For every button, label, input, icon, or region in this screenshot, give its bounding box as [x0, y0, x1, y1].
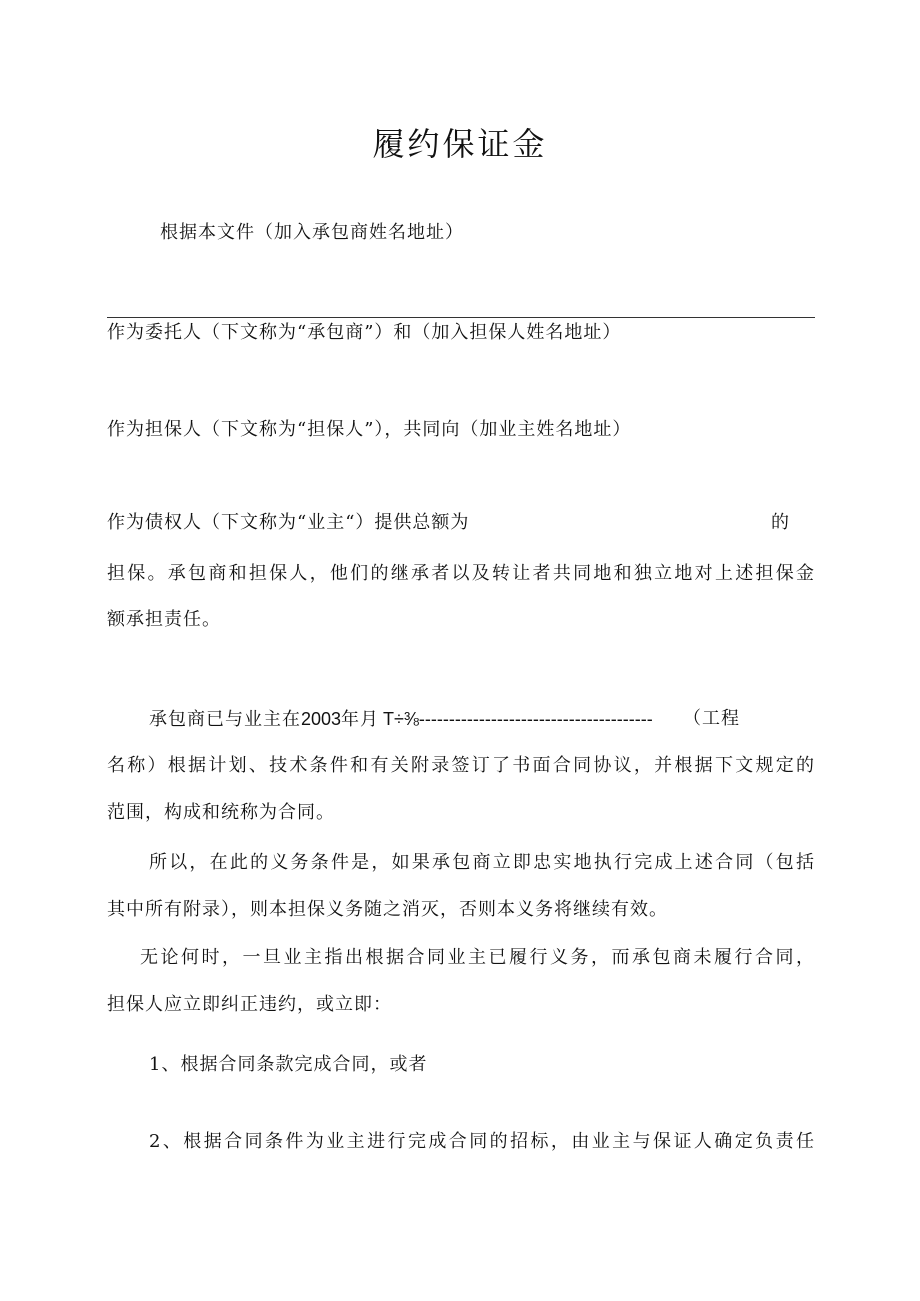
paragraph-default-cont: 担保人应立即纠正违约，或立即： [107, 994, 392, 1015]
paragraph-contractor-intro: 根据本文件（加入承包商姓名地址） [160, 222, 464, 243]
contract-month-label: 年月 [341, 709, 380, 730]
paragraph-liability-line: 额承担责任。 [107, 609, 221, 630]
paragraph-condition: 所以，在此的义务条件是，如果承包商立即忠实地执行完成上述合同（包括 [149, 852, 815, 873]
project-name-label: （工程 [683, 708, 740, 729]
paragraph-guarantee-line: 担保。承包商和担保人，他们的继承者以及转让者共同地和独立地对上述担保金 [107, 563, 815, 584]
list-item-1: 1、根据合同条款完成合同，或者 [149, 1054, 428, 1075]
contract-date-prefix: 承包商已与业主在 [149, 709, 301, 730]
paragraph-obligee: 作为债权人（下文称为“业主“）提供总额为 [107, 512, 470, 533]
contract-year: 2003 [301, 709, 342, 729]
paragraph-guarantor: 作为担保人（下文称为“担保人”），共同向（加业主姓名地址） [107, 419, 632, 440]
paragraph-contract-date [149, 707, 653, 732]
document-title: 履约保证金 [372, 125, 548, 163]
fill-in-underline [107, 317, 815, 318]
paragraph-obligee-suffix: 的 [771, 512, 790, 533]
paragraph-condition-cont: 其中所有附录），则本担保义务随之消灭，否则本义务将继续有效。 [107, 899, 668, 920]
paragraph-principal: 作为委托人（下文称为“承包商”）和（加入担保人姓名地址） [107, 322, 622, 343]
paragraph-contract-scope: 范围，构成和统称为合同。 [107, 802, 335, 823]
garbled-fill-line: T÷⅜--------------------------------------- [383, 709, 653, 729]
paragraph-default: 无论何时，一旦业主指出根据合同业主已履行义务，而承包商未履行合同， [140, 947, 815, 968]
paragraph-contract-basis: 名称）根据计划、技术条件和有关附录签订了书面合同协议，并根据下文规定的 [107, 755, 815, 776]
list-item-2: 2、根据合同条件为业主进行完成合同的招标，由业主与保证人确定负责任 [149, 1131, 815, 1152]
